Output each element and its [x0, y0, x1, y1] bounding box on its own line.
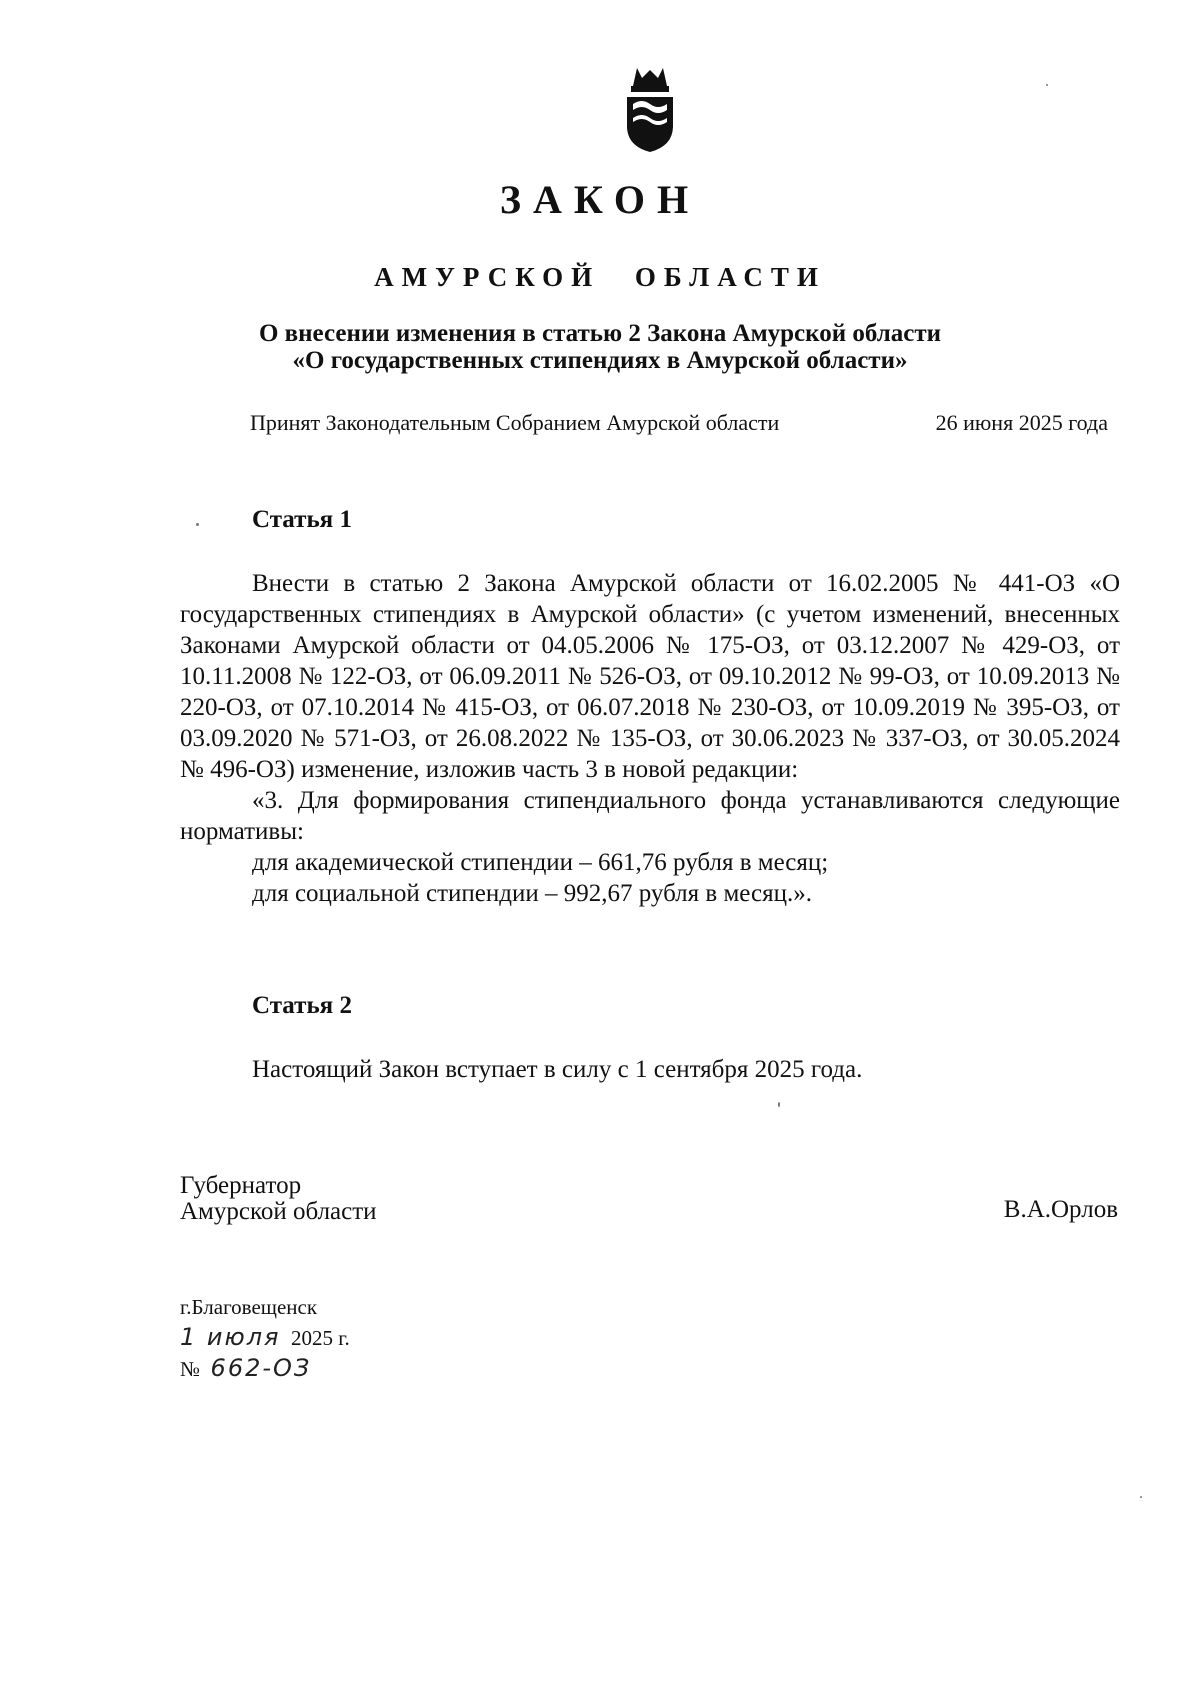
number-sign: № [180, 1357, 201, 1381]
text-line: Внести в статью 2 Закона Амурской области от 16.02.2005 № 441-ОЗ [252, 570, 1076, 597]
scan-speck [1140, 1496, 1142, 1498]
number-line [180, 1353, 350, 1384]
adoption-text: Принят Законодательным Собранием Амурской области [250, 410, 780, 435]
academic-rate: для академической стипендии – 661,76 рубля в месяц; [252, 849, 829, 876]
article-2-body [180, 1054, 1120, 1085]
scan-speck [196, 523, 199, 526]
text-line: «3. Для формирования стипендиального фонда устанавливаются [252, 787, 984, 814]
social-rate: для социальной стипендии – 992,67 рубля в месяц.». [252, 880, 812, 907]
city: г.Благовещенск [180, 1295, 318, 1319]
text-line: внесенных Законами Амурской области от 04.05.2006 № 175-ОЗ, [180, 601, 1121, 659]
position-line: Губернатор [180, 1172, 302, 1199]
article-2-text: Настоящий Закон вступает в силу с 1 сентября 2025 года. [252, 1056, 863, 1083]
signatory-position [180, 1173, 377, 1225]
article-2-heading: Статья 2 [252, 992, 352, 1019]
article-1-paragraph [180, 568, 1120, 785]
subject-line: О внесении изменения в статью 2 Закона Амурской области [258, 320, 942, 347]
article-1-body [180, 568, 1120, 909]
quote-paragraph [180, 785, 1120, 847]
text-line: 26.08.2022 № 135-ОЗ, от 30.06.2023 № 337-ОЗ, от 30.05.2024 № 496-ОЗ) [180, 725, 1120, 783]
text-line: от 03.12.2007 № 429-ОЗ, от 10.11.2008 № 122-ОЗ, от 06.09.2011 № 526-ОЗ, [180, 632, 1121, 690]
scan-speck [1046, 84, 1048, 86]
scan-speck [778, 1102, 780, 1107]
signatory-name: В.А.Орлов [1003, 1196, 1118, 1223]
date-line [180, 1322, 350, 1353]
subject-line: «О государственных стипендиях в Амурской области» [292, 347, 908, 374]
handwritten-date: 1 июля [180, 1323, 281, 1351]
region-title: АМУРСКОЙ ОБЛАСТИ [374, 262, 826, 292]
article-1-heading: Статья 1 [252, 506, 352, 533]
text-line: «О государственных стипендиях в Амурской области» (с учетом изменений, [180, 570, 1120, 628]
position-line: Амурской области [180, 1198, 377, 1225]
place-and-date [180, 1292, 350, 1384]
text-line: от 09.10.2012 № 99-ОЗ, от 10.09.2013 № 220-ОЗ, от 07.10.2014 № 415-ОЗ, [180, 663, 1120, 721]
text-line: следующие нормативы: [180, 787, 1121, 845]
coat-of-arms-icon [615, 64, 685, 154]
law-subject [0, 320, 1200, 374]
handwritten-number: 662-ОЗ [210, 1354, 312, 1382]
text-line: от 06.07.2018 № 230-ОЗ, от 10.09.2019 № 395-ОЗ, от 03.09.2020 № 571-ОЗ, от [180, 694, 1120, 752]
law-title: ЗАКОН [499, 177, 701, 222]
adoption-date: 26 июня 2025 года [935, 410, 1108, 435]
year: 2025 г. [290, 1326, 350, 1350]
text-line: изменение, изложив часть 3 в новой редакции: [301, 756, 799, 783]
